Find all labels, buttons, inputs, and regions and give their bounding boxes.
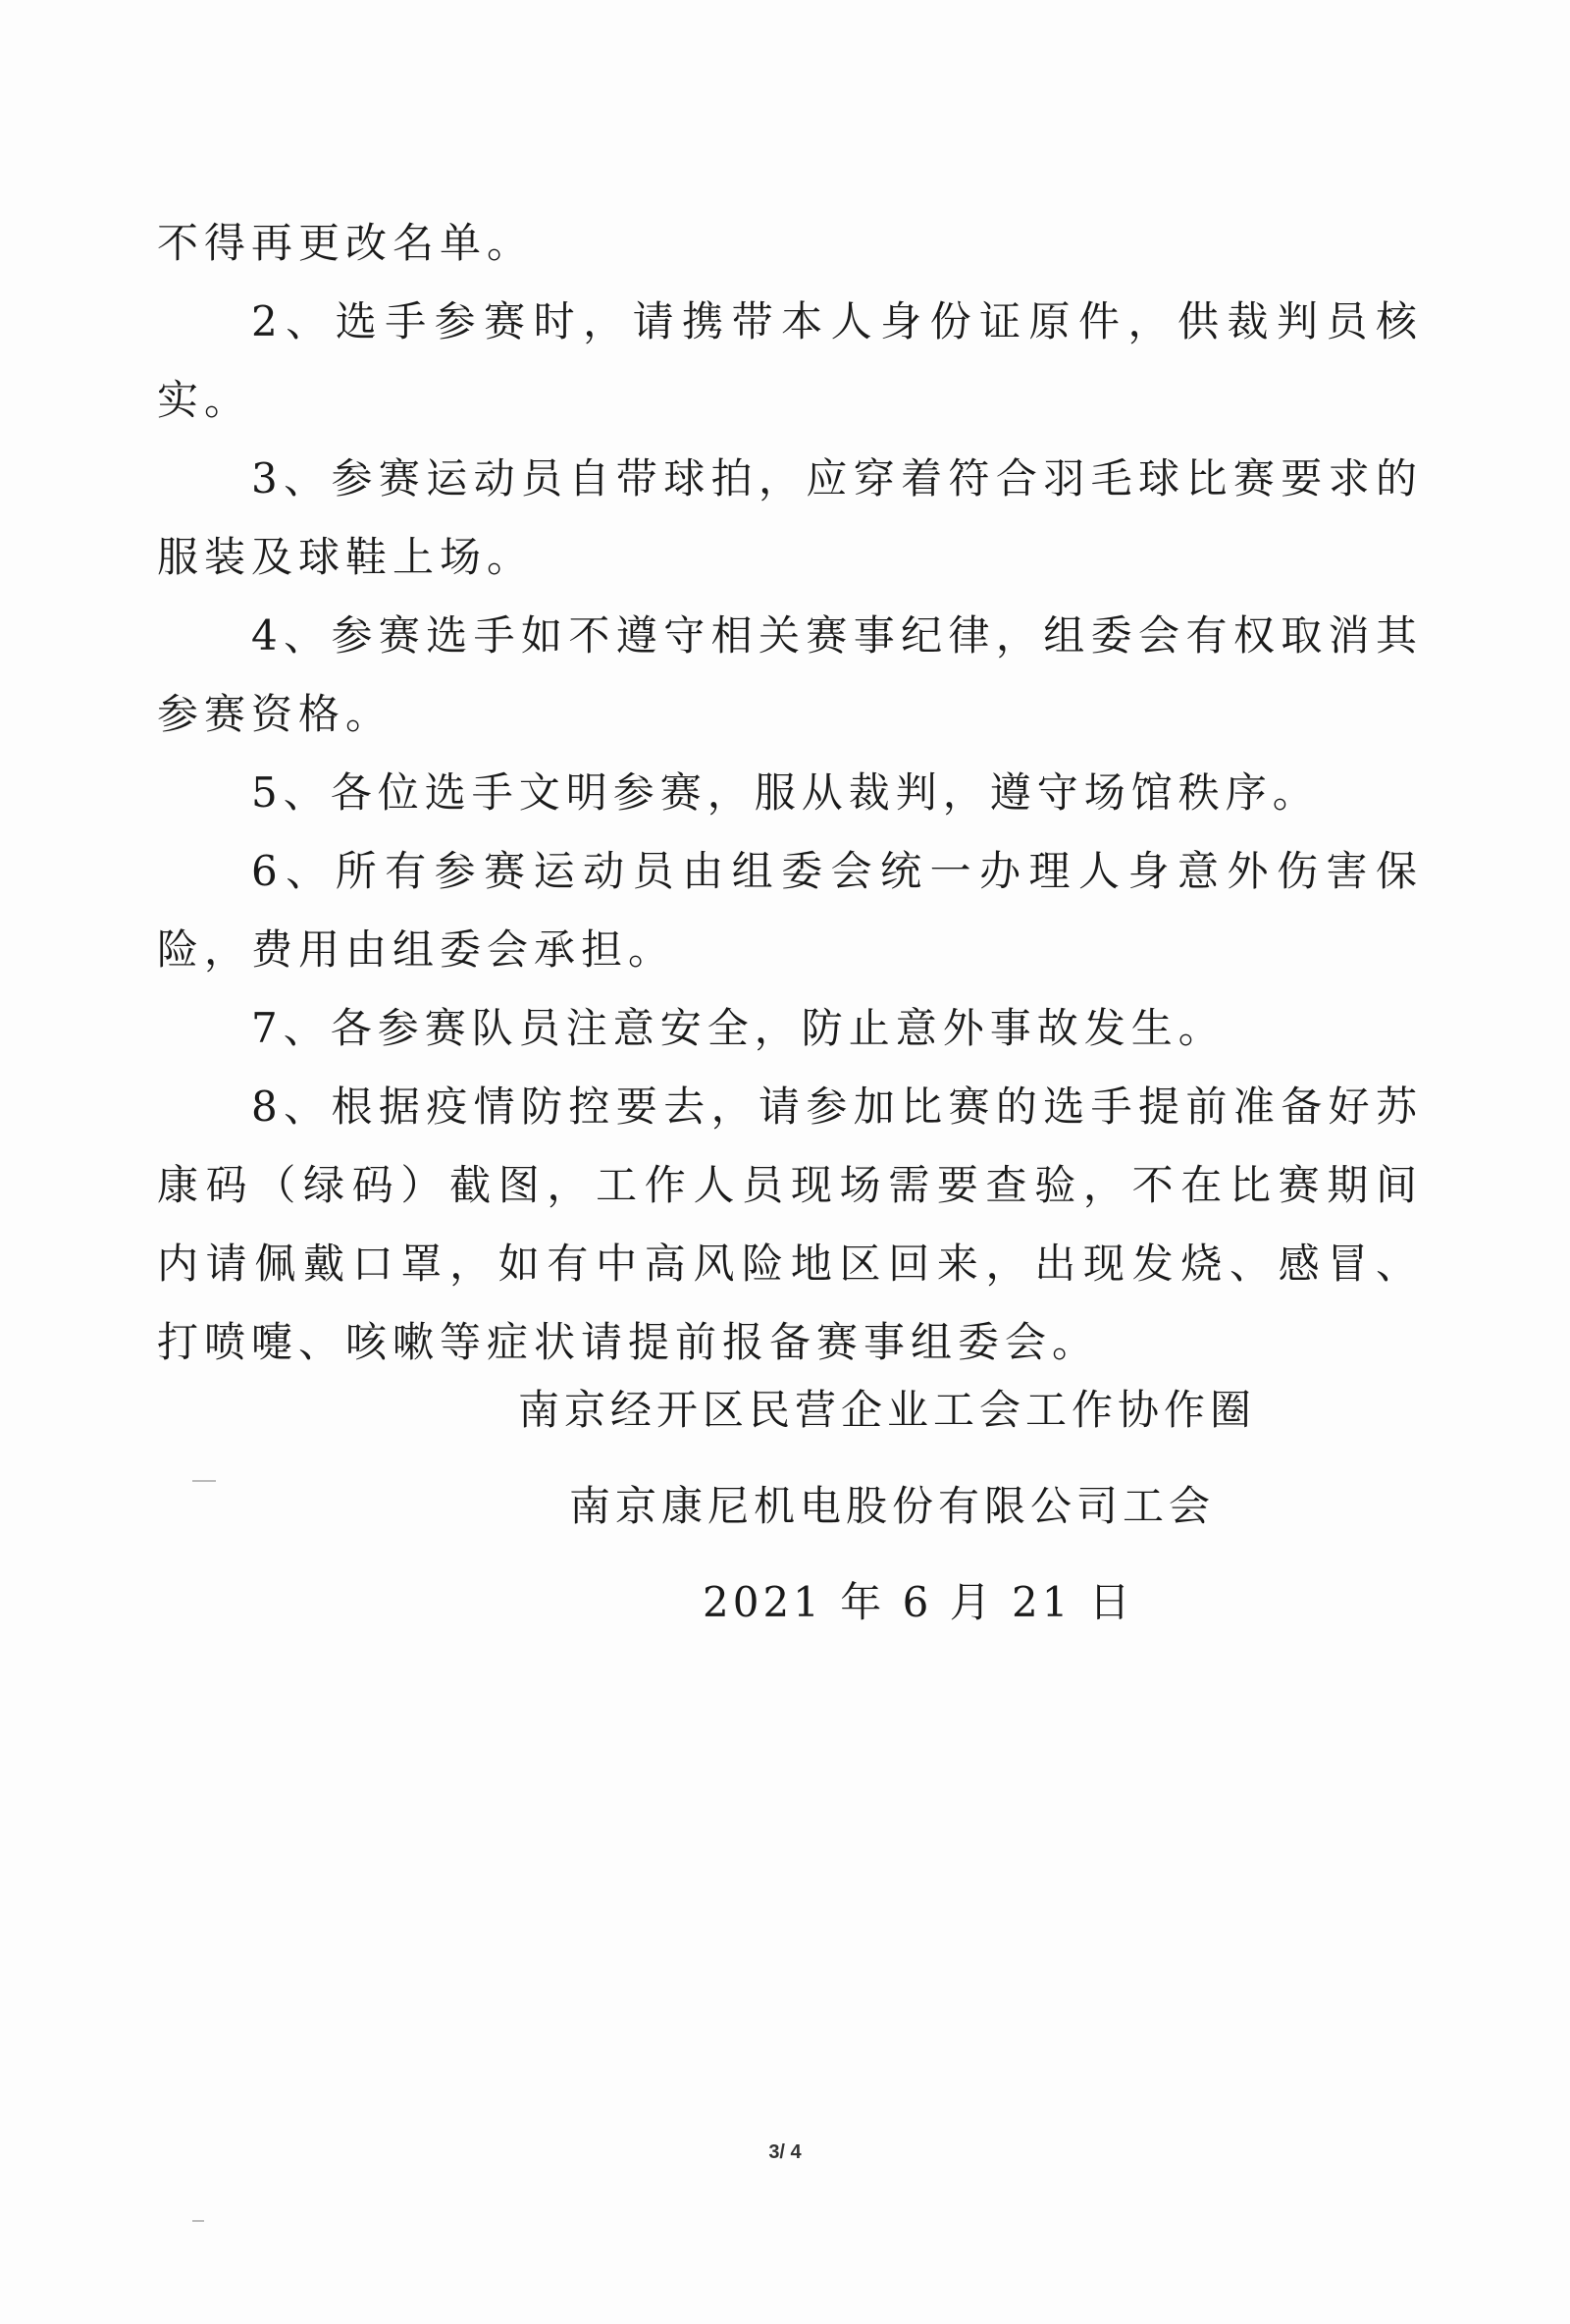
paragraph-item-8: 8、根据疫情防控要去，请参加比赛的选手提前准备好苏康码（绿码）截图，工作人员现场需要查验，不在比赛期间内请佩戴口罩，如有中高风险地区回来，出现发烧、感冒、打喷嚏、咳嗽等症状请提前报备赛事组委会。 (157, 1083, 1423, 1366)
paragraph-item-5: 5、各位选手文明参赛，服从裁判，遵守场馆秩序。 (251, 768, 1320, 817)
signature-organization-2: 南京康尼机电股份有限公司工会 (569, 1482, 1216, 1530)
paragraph-item-2: 2、选手参赛时，请携带本人身份证原件，供裁判员核实。 (157, 297, 1423, 424)
signature-organization-1: 南京经开区民营企业工会工作协作圈 (518, 1386, 1257, 1434)
paragraph-item-6: 6、所有参赛运动员由组委会统一办理人身意外伤害保险，费用由组委会承担。 (157, 847, 1423, 974)
page-number: 3/ 4 (768, 2141, 802, 2163)
document-body (157, 204, 1423, 1382)
paragraph-item-3: 3、参赛运动员自带球拍，应穿着符合羽毛球比赛要求的服装及球鞋上场。 (157, 454, 1423, 581)
signature-date: 2021 年 6 月 21 日 (703, 1578, 1134, 1626)
paragraph-item-4: 4、参赛选手如不遵守相关赛事纪律，组委会有权取消其参赛资格。 (157, 611, 1423, 738)
scan-speck (192, 1480, 216, 1482)
scan-speck (192, 2220, 204, 2222)
paragraph-item-7: 7、各参赛队员注意安全，防止意外事故发生。 (251, 1004, 1226, 1052)
paragraph-continuation: 不得再更改名单。 (157, 219, 535, 267)
